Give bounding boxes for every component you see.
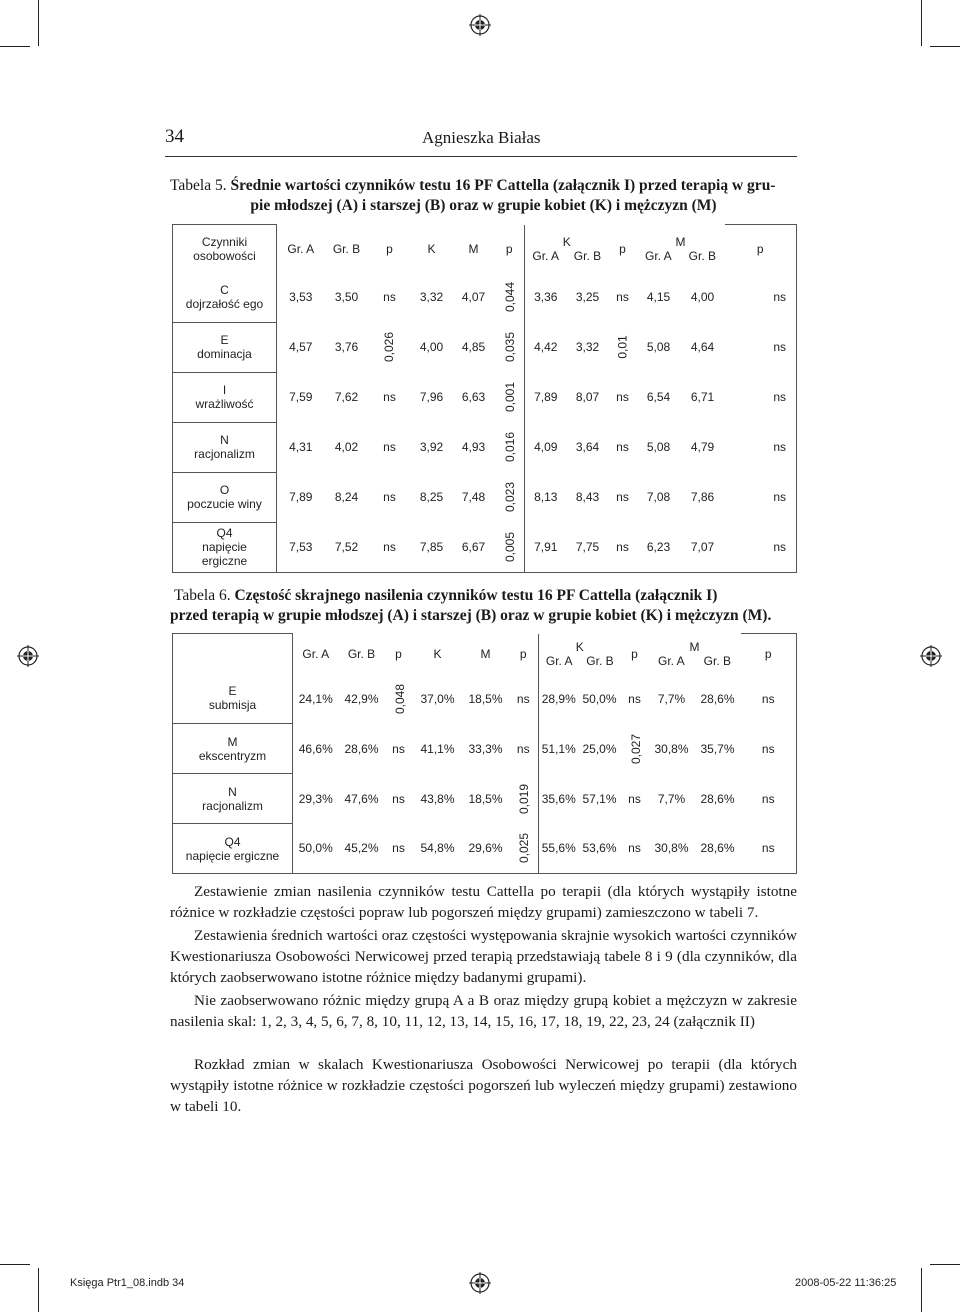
table6-header-grb: Gr. B [347,646,376,661]
table5-cell-mb: 6,71 [690,390,715,404]
table6-cell-p4: ns [741,774,797,824]
registration-mark-icon [17,645,39,667]
table5-cell-p2: 0,035 [495,322,525,372]
paragraph-3: Nie zaobserwowano różnic między grupą A a B oraz między grupą kobiet a mężczyzn w zakresie nasilenia skal: 1, 2, 3, 4, 5, 6, 7, 8, 10, 11, 12, 13, 14, 15, 16, 17, 18, 19, 22, 23, 24 (załącznik II) [170,992,797,1030]
table6-cell-p3: ns [628,691,641,706]
table6-factor-cell: M ekscentryzm [173,724,293,774]
table5-header-m-group: M Gr. A Gr. B [644,234,716,263]
table6-header-row [173,634,797,674]
table6-cell-p3: 0,027 [628,733,643,764]
table6-cell-ka: 51,1% [541,741,576,756]
table5-factor-cell: E dominacja [173,322,277,372]
table5-cell-kb: 3,25 [575,290,600,304]
table5-cell-gra: 7,53 [277,522,325,572]
table5-row [173,272,797,322]
table5-cell-p3: ns [616,390,629,404]
table5-cell-p4: ns [725,472,797,522]
table6-cell-m: 18,5% [468,691,503,706]
table6-header-m: M [480,646,491,661]
registration-mark-icon [920,645,942,667]
paragraph-2: Zestawienia średnich wartości oraz częstości występowania skrajnie wysokich wartości czynników Kwestionariusza Osobowości Nerwicowej przed terapią przedstawiają tabele 8 i 9 (dla czynników, dla których zaobserwowano istotne różnice między badanymi grupami). [170,927,797,986]
table6-cell-kb: 57,1% [582,791,617,806]
table5-header-k-group: K Gr. A Gr. B [532,234,602,263]
table6-cell-m: 33,3% [468,741,503,756]
table5-cell-m: 6,63 [461,390,486,404]
crop-mark [930,1264,960,1265]
table6-cell-ma: 30,8% [654,741,689,756]
table6-cell-k: 43,8% [420,791,455,806]
table6-cell-mb: 28,6% [700,791,735,806]
table5-cell-ka: 3,36 [534,290,558,304]
paragraph-1: Zestawienie zmian nasilenia czynników testu Cattella po terapii (dla których wystąpiły istotne różnice w rozkładzie częstości popraw lub pogorszeń między grupami) zamieszczono w tabeli 7. [170,883,797,921]
table5-header-factor: Czynniki osobowości [173,225,277,273]
table6-caption-text-2: przed terapią w grupie młodszej (A) i starszej (B) oraz w grupie kobiet (K) i mężczyzn (M). [170,607,772,624]
table6-cell-m: 29,6% [463,824,509,874]
table5-cell-ka: 7,91 [525,522,567,572]
table5-cell-p2: 0,001 [495,372,525,422]
table5-cell-kb: 7,75 [567,522,609,572]
table5-cell-mb: 4,64 [690,340,715,354]
table6-cell-p2: ns [509,724,539,774]
table5-header-grb: Gr. B [332,241,361,256]
table5-cell-gra: 7,59 [289,390,313,404]
table6-row [173,774,797,824]
crop-mark [38,0,39,46]
table6-cell-mb: 28,6% [700,691,735,706]
table6-header-k-group: K Gr. A Gr. B [545,639,614,668]
table5 [172,224,797,273]
table6-caption-text-1: Częstość skrajnego nasilenia czynników testu 16 PF Cattella (załącznik I) [234,587,718,604]
table6-cell-k: 54,8% [413,824,463,874]
table5-cell-p1: ns [383,490,396,504]
table6-cell-mb: 35,7% [700,741,735,756]
table5-cell-m: 4,07 [461,290,486,304]
table6-cell-p3: ns [628,791,641,806]
table6-cell-k: 41,1% [420,741,455,756]
table5-cell-p4: ns [725,372,797,422]
table5-cell-k: 8,25 [419,490,444,504]
table6-cell-gra: 46,6% [298,741,333,756]
table6-row [173,824,797,874]
table6-cell-p4: ns [741,824,797,874]
table5-cell-p4: ns [725,322,797,372]
table5-cell-grb: 7,52 [325,522,369,572]
table5-cell-kb: 3,32 [575,340,600,354]
table5-cell-p3: ns [616,290,629,304]
table5-factor-cell: Q4 napięcie ergiczne [173,522,277,572]
table6-cell-p1: ns [392,741,405,756]
page-number: 34 [165,126,184,147]
table6-cell-p2: ns [509,674,539,724]
table5-cell-gra: 7,89 [289,490,313,504]
crop-mark [930,46,960,47]
table5-cell-ka: 4,42 [534,340,558,354]
table6-factor-cell: E submisja [173,674,293,724]
table5-cell-p2: 0,023 [495,472,525,522]
footer-timestamp: 2008-05-22 11:36:25 [795,1277,897,1289]
table5-cell-p3: 0,01 [615,335,630,359]
table5-cell-mb: 7,86 [690,490,715,504]
table5-row [173,522,797,572]
table5-header-gra: Gr. A [287,241,315,256]
table5-factor-cell: N racjonalizm [173,422,277,472]
table5-cell-p1: ns [383,390,396,404]
table5-row [173,322,797,372]
footer-file: Księga Ptr1_08.indb 34 [70,1277,185,1289]
table5-cell-gra: 4,57 [289,340,313,354]
table5-cell-p2: 0,044 [495,272,525,322]
table6-header-gra: Gr. A [302,646,330,661]
table5-header-m: M [468,241,479,256]
table5-cell-p4: ns [725,522,797,572]
table5-cell-mb: 7,07 [681,522,725,572]
crop-mark [0,46,30,47]
table5-factor-cell: I wrażliwość [173,372,277,422]
table6-cell-k: 37,0% [420,691,455,706]
table6-factor-cell: N racjonalizm [173,774,293,824]
table5-row [173,372,797,422]
table6-cell-kb: 25,0% [582,741,617,756]
table6-cell-ka: 28,9% [541,691,576,706]
table6 [172,633,797,874]
table6-header-k: K [433,646,442,661]
table5-caption [170,176,797,216]
table6-row [173,724,797,774]
table5-header-row [173,225,797,273]
table5-cell-p2: 0,005 [495,522,525,572]
table5-cell-m: 6,67 [453,522,495,572]
table5-cell-ka: 8,13 [534,490,558,504]
table5-cell-p3: ns [616,490,629,504]
paragraph-4: Rozkład zmian w skalach Kwestionariusza Osobowości Nerwicowej po terapii (dla których wystąpiły istotne różnice w rozkładzie częstości pogorszeń lub wyleczeń między grupami) zestawiono w tabeli 10. [170,1056,797,1115]
table6-cell-p3: ns [621,824,649,874]
table5-cell-k: 3,32 [419,290,444,304]
table5-cell-grb: 3,50 [334,290,359,304]
table6-cell-gra: 24,1% [298,691,333,706]
table6-cell-ma: 7,7% [657,691,686,706]
table5-row [173,472,797,522]
table6-cell-ka: 35,6% [541,791,576,806]
table5-cell-grb: 3,76 [334,340,359,354]
table5-row [173,422,797,472]
table6-cell-kb: 53,6% [579,824,621,874]
table5-cell-grb: 8,24 [334,490,359,504]
table5-cell-kb: 8,07 [575,390,600,404]
table5-cell-p1: ns [369,522,411,572]
table5-cell-mb: 4,00 [690,290,715,304]
table6-header-p2: p [509,634,539,674]
table6-cell-gra: 29,3% [298,791,333,806]
table6-cell-p2: 0,025 [509,824,539,874]
table5-cell-ma: 6,54 [646,390,671,404]
table5-cell-ma: 7,08 [646,490,671,504]
table5-cell-kb: 8,43 [575,490,600,504]
crop-mark [921,0,922,46]
table5-cell-ma: 5,08 [646,440,671,454]
table5-header-p4: p [725,225,797,273]
table6-cell-p1: ns [385,824,413,874]
table5-cell-p3: ns [609,522,637,572]
table6-caption [170,586,797,626]
table5-cell-grb: 4,02 [334,440,359,454]
table6-cell-grb: 47,6% [344,791,379,806]
table6-cell-ma: 30,8% [649,824,695,874]
table6-cell-m: 18,5% [468,791,503,806]
table5-cell-k: 4,00 [419,340,444,354]
table5-cell-gra: 3,53 [289,290,313,304]
table5-cell-ka: 4,09 [534,440,558,454]
table5-factor-cell: O poczucie winy [173,472,277,522]
table5-cell-ka: 7,89 [534,390,558,404]
table6-header-factor [173,634,293,674]
table6-cell-p4: ns [741,674,797,724]
table5-caption-label: Tabela 5. [170,177,227,194]
table5-cell-grb: 7,62 [334,390,359,404]
table5-header-p1: p [386,241,393,256]
table6-factor-cell: Q4 napięcie ergiczne [173,824,293,874]
table6-cell-grb: 42,9% [344,691,379,706]
table5-cell-p1: ns [383,290,396,304]
table6-row [173,674,797,724]
table5-cell-m: 4,93 [461,440,486,454]
table5-cell-k: 7,96 [419,390,444,404]
table5-cell-m: 4,85 [461,340,486,354]
header-rule [165,156,797,157]
table6-caption-label: Tabela 6. [174,587,231,604]
table5-cell-p4: ns [725,422,797,472]
registration-mark-icon [469,14,491,36]
table5-body [172,272,797,573]
table5-cell-ma: 6,23 [637,522,681,572]
table5-header-p2: p [495,225,525,273]
table5-cell-k: 3,92 [419,440,444,454]
table6-cell-mb: 28,6% [695,824,741,874]
table5-caption-text-2: pie młodszej (A) i starszej (B) oraz w grupie kobiet (K) i mężczyzn (M) [250,197,717,214]
table5-cell-p3: ns [616,440,629,454]
table5-header-p3: p [619,241,626,256]
table6-cell-grb: 28,6% [344,741,379,756]
table5-cell-gra: 4,31 [289,440,313,454]
table5-caption-text-1: Średnie wartości czynników testu 16 PF Cattella (załącznik I) przed terapią w gru- [230,177,776,194]
table6-cell-p4: ns [741,724,797,774]
table6-cell-ka: 55,6% [539,824,579,874]
table5-cell-p1: 0,026 [382,331,397,363]
table5-cell-p2: 0,016 [495,422,525,472]
crop-mark [38,1268,39,1312]
table5-cell-ma: 4,15 [646,290,671,304]
table5-cell-kb: 3,64 [575,440,600,454]
table6-cell-p1: ns [392,791,405,806]
registration-mark-icon [469,1272,491,1294]
table6-header-p4: p [741,634,797,674]
table5-cell-ma: 5,08 [646,340,671,354]
table6-header-m-group: M Gr. A Gr. B [657,639,731,668]
table5-cell-m: 7,48 [461,490,486,504]
running-head-author: Agnieszka Białas [422,128,541,147]
table6-cell-ma: 7,7% [657,791,686,806]
table6-cell-gra: 50,0% [293,824,339,874]
table5-cell-k: 7,85 [411,522,453,572]
table6-cell-p1: 0,048 [392,683,407,714]
crop-mark [0,1264,30,1265]
table5-header-k: K [427,241,436,256]
table6-cell-kb: 50,0% [582,691,617,706]
table5-cell-p1: ns [383,440,396,454]
table5-cell-mb: 4,79 [690,440,715,454]
table6-cell-grb: 45,2% [339,824,385,874]
table6-cell-p2: 0,019 [509,774,539,824]
table6-header-p3: p [631,646,638,661]
table6-header-p1: p [395,646,402,661]
crop-mark [921,1268,922,1312]
table5-factor-cell: C dojrzałość ego [173,272,277,322]
table5-cell-p4: ns [725,272,797,322]
